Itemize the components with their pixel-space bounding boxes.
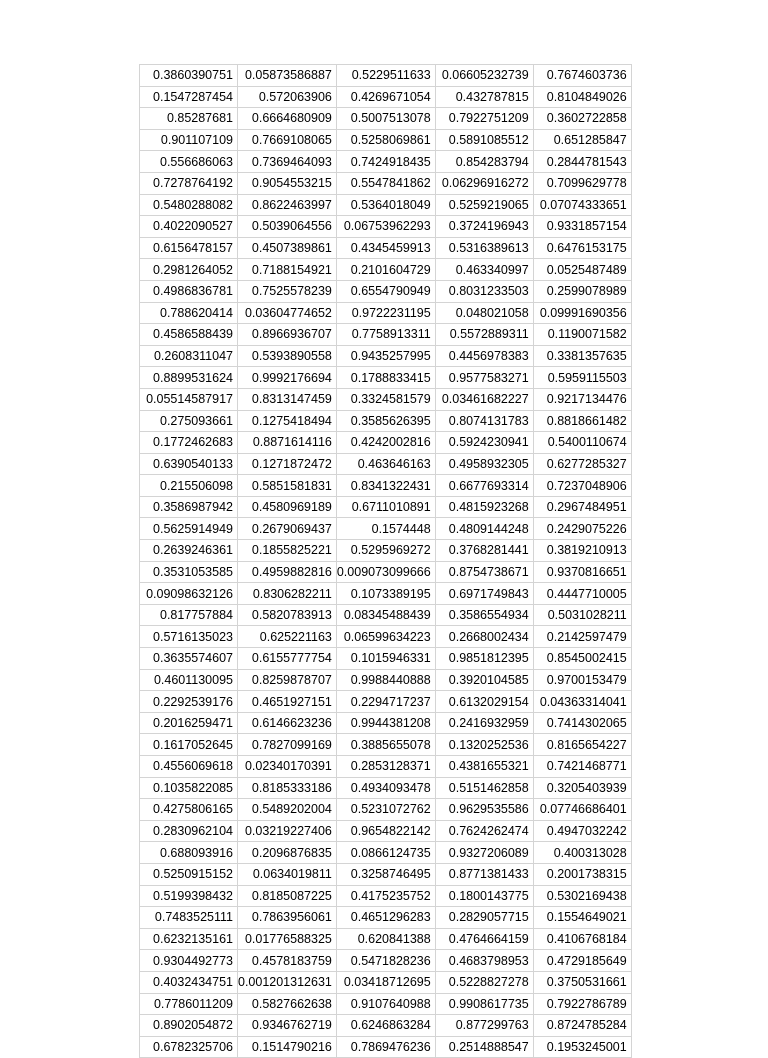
table-cell[interactable]: 0.7758913311 bbox=[336, 324, 435, 346]
table-row bbox=[140, 863, 632, 885]
table-cell[interactable]: 0.3920104585 bbox=[435, 669, 533, 691]
data-table bbox=[139, 64, 632, 1058]
table-cell[interactable]: 0.2001738315 bbox=[533, 863, 631, 885]
table-cell[interactable]: 0.9054553215 bbox=[238, 172, 337, 194]
table-row bbox=[140, 324, 632, 346]
table-row bbox=[140, 799, 632, 821]
table-cell[interactable]: 0.1574448 bbox=[336, 518, 435, 540]
table-cell[interactable]: 0.7424918435 bbox=[336, 151, 435, 173]
table-cell[interactable]: 0.3381357635 bbox=[533, 345, 631, 367]
table-cell[interactable]: 0.009073099666 bbox=[336, 561, 435, 583]
table-cell[interactable]: 0.5007513078 bbox=[336, 108, 435, 130]
table-cell[interactable]: 0.7827099169 bbox=[238, 734, 337, 756]
table-cell[interactable]: 0.572063906 bbox=[238, 86, 337, 108]
table-cell[interactable]: 0.4556069618 bbox=[140, 756, 238, 778]
table-cell[interactable]: 0.9629535586 bbox=[435, 799, 533, 821]
table-cell[interactable]: 0.275093661 bbox=[140, 410, 238, 432]
table-cell[interactable]: 0.9988440888 bbox=[336, 669, 435, 691]
table-cell[interactable]: 0.4651296283 bbox=[336, 907, 435, 929]
table-cell[interactable]: 0.09991690356 bbox=[533, 302, 631, 324]
table-cell[interactable]: 0.001201312631 bbox=[238, 971, 337, 993]
table-row bbox=[140, 928, 632, 950]
table-cell[interactable]: 0.6232135161 bbox=[140, 928, 238, 950]
table-cell[interactable]: 0.6246863284 bbox=[336, 1015, 435, 1037]
table-cell[interactable]: 0.4809144248 bbox=[435, 518, 533, 540]
table-cell[interactable]: 0.4242002816 bbox=[336, 432, 435, 454]
table-cell[interactable]: 0.4683798953 bbox=[435, 950, 533, 972]
table-cell[interactable]: 0.5302169438 bbox=[533, 885, 631, 907]
table-cell[interactable]: 0.7786011209 bbox=[140, 993, 238, 1015]
table-cell[interactable]: 0.09098632126 bbox=[140, 583, 238, 605]
table-row bbox=[140, 885, 632, 907]
table-cell[interactable]: 0.5891085512 bbox=[435, 129, 533, 151]
table-cell[interactable]: 0.9908617735 bbox=[435, 993, 533, 1015]
table-cell[interactable]: 0.7922751209 bbox=[435, 108, 533, 130]
table-cell[interactable]: 0.7237048906 bbox=[533, 475, 631, 497]
table-cell[interactable]: 0.8899531624 bbox=[140, 367, 238, 389]
table-cell[interactable]: 0.03461682227 bbox=[435, 388, 533, 410]
table-cell[interactable]: 0.4269671054 bbox=[336, 86, 435, 108]
table-cell[interactable]: 0.4986836781 bbox=[140, 280, 238, 302]
table-row bbox=[140, 561, 632, 583]
table-row bbox=[140, 345, 632, 367]
table-cell[interactable]: 0.5231072762 bbox=[336, 799, 435, 821]
table-cell[interactable]: 0.03219227406 bbox=[238, 820, 337, 842]
table-row bbox=[140, 259, 632, 281]
table-cell[interactable]: 0.5572889311 bbox=[435, 324, 533, 346]
table-cell[interactable]: 0.3258746495 bbox=[336, 863, 435, 885]
table-cell[interactable]: 0.651285847 bbox=[533, 129, 631, 151]
table-cell[interactable]: 0.7421468771 bbox=[533, 756, 631, 778]
table-cell[interactable]: 0.0866124735 bbox=[336, 842, 435, 864]
table-cell[interactable]: 0.688093916 bbox=[140, 842, 238, 864]
table-cell[interactable]: 0.8771381433 bbox=[435, 863, 533, 885]
table-cell[interactable]: 0.6677693314 bbox=[435, 475, 533, 497]
table-cell[interactable]: 0.05873586887 bbox=[238, 65, 337, 87]
table-cell[interactable]: 0.5199398432 bbox=[140, 885, 238, 907]
table-cell[interactable]: 0.8754738671 bbox=[435, 561, 533, 583]
table-cell[interactable]: 0.9327206089 bbox=[435, 842, 533, 864]
table-cell[interactable]: 0.5364018049 bbox=[336, 194, 435, 216]
table-cell[interactable]: 0.6155777754 bbox=[238, 648, 337, 670]
table-cell[interactable]: 0.4275806165 bbox=[140, 799, 238, 821]
table-cell[interactable]: 0.1855825221 bbox=[238, 540, 337, 562]
table-row bbox=[140, 108, 632, 130]
table-cell[interactable]: 0.08345488439 bbox=[336, 604, 435, 626]
table-row bbox=[140, 216, 632, 238]
table-row bbox=[140, 496, 632, 518]
table-cell[interactable]: 0.4106768184 bbox=[533, 928, 631, 950]
table-cell[interactable]: 0.8074131783 bbox=[435, 410, 533, 432]
table-cell[interactable]: 0.1190071582 bbox=[533, 324, 631, 346]
table-cell[interactable]: 0.7674603736 bbox=[533, 65, 631, 87]
table-cell[interactable]: 0.1554649021 bbox=[533, 907, 631, 929]
table-cell[interactable]: 0.3324581579 bbox=[336, 388, 435, 410]
table-cell[interactable]: 0.4651927151 bbox=[238, 691, 337, 713]
table-cell[interactable]: 0.3205403939 bbox=[533, 777, 631, 799]
table-cell[interactable]: 0.4764664159 bbox=[435, 928, 533, 950]
table-cell[interactable]: 0.1015946331 bbox=[336, 648, 435, 670]
table-row bbox=[140, 172, 632, 194]
table-cell[interactable]: 0.2599078989 bbox=[533, 280, 631, 302]
table-cell[interactable]: 0.4345459913 bbox=[336, 237, 435, 259]
table-cell[interactable]: 0.854283794 bbox=[435, 151, 533, 173]
table-row bbox=[140, 540, 632, 562]
table-cell[interactable]: 0.556686063 bbox=[140, 151, 238, 173]
table-cell[interactable]: 0.06296916272 bbox=[435, 172, 533, 194]
table-cell[interactable]: 0.6390540133 bbox=[140, 453, 238, 475]
table-cell[interactable]: 0.6476153175 bbox=[533, 237, 631, 259]
table-cell[interactable]: 0.3819210913 bbox=[533, 540, 631, 562]
table-cell[interactable]: 0.1035822085 bbox=[140, 777, 238, 799]
table-cell[interactable]: 0.5295969272 bbox=[336, 540, 435, 562]
table-cell[interactable]: 0.5924230941 bbox=[435, 432, 533, 454]
table-cell[interactable]: 0.6554790949 bbox=[336, 280, 435, 302]
table-cell[interactable]: 0.4507389861 bbox=[238, 237, 337, 259]
table-cell[interactable]: 0.6156478157 bbox=[140, 237, 238, 259]
table-cell[interactable]: 0.8104849026 bbox=[533, 86, 631, 108]
table-cell[interactable]: 0.7483525111 bbox=[140, 907, 238, 929]
table-cell[interactable]: 0.432787815 bbox=[435, 86, 533, 108]
table-cell[interactable]: 0.048021058 bbox=[435, 302, 533, 324]
table-cell[interactable]: 0.8341322431 bbox=[336, 475, 435, 497]
table-cell[interactable]: 0.9346762719 bbox=[238, 1015, 337, 1037]
table-row bbox=[140, 712, 632, 734]
table-cell[interactable]: 0.2853128371 bbox=[336, 756, 435, 778]
table-cell[interactable]: 0.8306282211 bbox=[238, 583, 337, 605]
table-row bbox=[140, 950, 632, 972]
table-cell[interactable]: 0.4381655321 bbox=[435, 756, 533, 778]
table-cell[interactable]: 0.7188154921 bbox=[238, 259, 337, 281]
table-cell[interactable]: 0.2967484951 bbox=[533, 496, 631, 518]
table-cell[interactable]: 0.3586554934 bbox=[435, 604, 533, 626]
table-row bbox=[140, 518, 632, 540]
table-cell[interactable]: 0.7414302065 bbox=[533, 712, 631, 734]
table-cell[interactable]: 0.3586987942 bbox=[140, 496, 238, 518]
table-cell[interactable]: 0.9944381208 bbox=[336, 712, 435, 734]
table-cell[interactable]: 0.8622463997 bbox=[238, 194, 337, 216]
table-cell[interactable]: 0.901107109 bbox=[140, 129, 238, 151]
table-cell[interactable]: 0.463340997 bbox=[435, 259, 533, 281]
table-row bbox=[140, 410, 632, 432]
table-cell[interactable]: 0.5259219065 bbox=[435, 194, 533, 216]
table-cell[interactable]: 0.9851812395 bbox=[435, 648, 533, 670]
table-cell[interactable]: 0.6782325706 bbox=[140, 1036, 238, 1058]
table-cell[interactable]: 0.8818661482 bbox=[533, 410, 631, 432]
table-cell[interactable]: 0.01776588325 bbox=[238, 928, 337, 950]
table-cell[interactable]: 0.1271872472 bbox=[238, 453, 337, 475]
table-cell[interactable]: 0.4032434751 bbox=[140, 971, 238, 993]
table-row bbox=[140, 756, 632, 778]
table-cell[interactable]: 0.3585626395 bbox=[336, 410, 435, 432]
table-cell[interactable]: 0.2142597479 bbox=[533, 626, 631, 648]
table-cell[interactable]: 0.9217134476 bbox=[533, 388, 631, 410]
table-cell[interactable]: 0.6664680909 bbox=[238, 108, 337, 130]
table-cell[interactable]: 0.2429075226 bbox=[533, 518, 631, 540]
table-cell[interactable]: 0.5151462858 bbox=[435, 777, 533, 799]
table-cell[interactable]: 0.7278764192 bbox=[140, 172, 238, 194]
table-cell[interactable]: 0.4580969189 bbox=[238, 496, 337, 518]
table-cell[interactable]: 0.9331857154 bbox=[533, 216, 631, 238]
table-cell[interactable]: 0.07074333651 bbox=[533, 194, 631, 216]
table-cell[interactable]: 0.1617052645 bbox=[140, 734, 238, 756]
table-cell[interactable]: 0.625221163 bbox=[238, 626, 337, 648]
table-cell[interactable]: 0.7525578239 bbox=[238, 280, 337, 302]
table-cell[interactable]: 0.6971749843 bbox=[435, 583, 533, 605]
table-cell[interactable]: 0.5959115503 bbox=[533, 367, 631, 389]
table-row bbox=[140, 993, 632, 1015]
table-cell[interactable]: 0.1073389195 bbox=[336, 583, 435, 605]
table-cell[interactable]: 0.9577583271 bbox=[435, 367, 533, 389]
table-cell[interactable]: 0.4175235752 bbox=[336, 885, 435, 907]
table-cell[interactable]: 0.817757884 bbox=[140, 604, 238, 626]
table-cell[interactable]: 0.9992176694 bbox=[238, 367, 337, 389]
table-cell[interactable]: 0.2101604729 bbox=[336, 259, 435, 281]
table-cell[interactable]: 0.4959882816 bbox=[238, 561, 337, 583]
table-cell[interactable]: 0.4947032242 bbox=[533, 820, 631, 842]
table-cell[interactable]: 0.2514888547 bbox=[435, 1036, 533, 1058]
table-cell[interactable]: 0.03418712695 bbox=[336, 971, 435, 993]
table-cell[interactable]: 0.2829057715 bbox=[435, 907, 533, 929]
table-cell[interactable]: 0.9435257995 bbox=[336, 345, 435, 367]
table-cell[interactable]: 0.4022090527 bbox=[140, 216, 238, 238]
table-row bbox=[140, 65, 632, 87]
table-row bbox=[140, 907, 632, 929]
table-cell[interactable]: 0.2981264052 bbox=[140, 259, 238, 281]
table-cell[interactable]: 0.03604774652 bbox=[238, 302, 337, 324]
table-cell[interactable]: 0.7869476236 bbox=[336, 1036, 435, 1058]
table-cell[interactable]: 0.2639246361 bbox=[140, 540, 238, 562]
table-cell[interactable]: 0.0634019811 bbox=[238, 863, 337, 885]
table-cell[interactable]: 0.8902054872 bbox=[140, 1015, 238, 1037]
table-cell[interactable]: 0.4447710005 bbox=[533, 583, 631, 605]
table-cell[interactable]: 0.0525487489 bbox=[533, 259, 631, 281]
table-cell[interactable]: 0.1772462683 bbox=[140, 432, 238, 454]
table-cell[interactable]: 0.5316389613 bbox=[435, 237, 533, 259]
table-cell[interactable]: 0.4815923268 bbox=[435, 496, 533, 518]
table-cell[interactable]: 0.4729185649 bbox=[533, 950, 631, 972]
table-cell[interactable]: 0.5250915152 bbox=[140, 863, 238, 885]
table-cell[interactable]: 0.2294717237 bbox=[336, 691, 435, 713]
table-cell[interactable]: 0.5716135023 bbox=[140, 626, 238, 648]
table-cell[interactable]: 0.5489202004 bbox=[238, 799, 337, 821]
table-cell[interactable]: 0.3635574607 bbox=[140, 648, 238, 670]
table-row bbox=[140, 367, 632, 389]
table-row bbox=[140, 302, 632, 324]
table-row bbox=[140, 604, 632, 626]
table-cell[interactable]: 0.6711010891 bbox=[336, 496, 435, 518]
table-row bbox=[140, 820, 632, 842]
table-cell[interactable]: 0.5471828236 bbox=[336, 950, 435, 972]
table-cell[interactable]: 0.9370816651 bbox=[533, 561, 631, 583]
table-cell[interactable]: 0.7369464093 bbox=[238, 151, 337, 173]
table-cell[interactable]: 0.2844781543 bbox=[533, 151, 631, 173]
table-cell[interactable]: 0.2096876835 bbox=[238, 842, 337, 864]
table-cell[interactable]: 0.5480288082 bbox=[140, 194, 238, 216]
table-row bbox=[140, 648, 632, 670]
table-row bbox=[140, 691, 632, 713]
table-cell[interactable]: 0.5258069861 bbox=[336, 129, 435, 151]
table-cell[interactable]: 0.2016259471 bbox=[140, 712, 238, 734]
table-cell[interactable]: 0.6132029154 bbox=[435, 691, 533, 713]
table-row bbox=[140, 194, 632, 216]
table-cell[interactable]: 0.4456978383 bbox=[435, 345, 533, 367]
table-cell[interactable]: 0.1788833415 bbox=[336, 367, 435, 389]
table-cell[interactable]: 0.06605232739 bbox=[435, 65, 533, 87]
table-cell[interactable]: 0.2608311047 bbox=[140, 345, 238, 367]
table-cell[interactable]: 0.3768281441 bbox=[435, 540, 533, 562]
table-row bbox=[140, 842, 632, 864]
table-cell[interactable]: 0.5851581831 bbox=[238, 475, 337, 497]
table-cell[interactable]: 0.7669108065 bbox=[238, 129, 337, 151]
table-row bbox=[140, 626, 632, 648]
table-cell[interactable]: 0.06599634223 bbox=[336, 626, 435, 648]
table-cell[interactable]: 0.1547287454 bbox=[140, 86, 238, 108]
table-row bbox=[140, 237, 632, 259]
table-row bbox=[140, 86, 632, 108]
table-cell[interactable]: 0.9654822142 bbox=[336, 820, 435, 842]
table-cell[interactable]: 0.9722231195 bbox=[336, 302, 435, 324]
table-cell[interactable]: 0.9107640988 bbox=[336, 993, 435, 1015]
table-cell[interactable]: 0.8966936707 bbox=[238, 324, 337, 346]
table-cell[interactable]: 0.1275418494 bbox=[238, 410, 337, 432]
table-cell[interactable]: 0.7863956061 bbox=[238, 907, 337, 929]
table-cell[interactable]: 0.2416932959 bbox=[435, 712, 533, 734]
table-cell[interactable]: 0.5031028211 bbox=[533, 604, 631, 626]
table-cell[interactable]: 0.3531053585 bbox=[140, 561, 238, 583]
table-row bbox=[140, 151, 632, 173]
table-cell[interactable]: 0.8313147459 bbox=[238, 388, 337, 410]
table-cell[interactable]: 0.877299763 bbox=[435, 1015, 533, 1037]
table-cell[interactable]: 0.4601130095 bbox=[140, 669, 238, 691]
table-cell[interactable]: 0.8185087225 bbox=[238, 885, 337, 907]
table-cell[interactable]: 0.3602722858 bbox=[533, 108, 631, 130]
table-cell[interactable]: 0.215506098 bbox=[140, 475, 238, 497]
table-cell[interactable]: 0.788620414 bbox=[140, 302, 238, 324]
table-cell[interactable]: 0.9304492773 bbox=[140, 950, 238, 972]
table-cell[interactable]: 0.7624262474 bbox=[435, 820, 533, 842]
table-row bbox=[140, 777, 632, 799]
table-cell[interactable]: 0.7099629778 bbox=[533, 172, 631, 194]
table-cell[interactable]: 0.6146623236 bbox=[238, 712, 337, 734]
table-cell[interactable]: 0.5400110674 bbox=[533, 432, 631, 454]
table-row bbox=[140, 971, 632, 993]
table-row bbox=[140, 453, 632, 475]
table-row bbox=[140, 129, 632, 151]
table-cell[interactable]: 0.3885655078 bbox=[336, 734, 435, 756]
table-row bbox=[140, 1036, 632, 1058]
table-cell[interactable]: 0.8031233503 bbox=[435, 280, 533, 302]
table-cell[interactable]: 0.06753962293 bbox=[336, 216, 435, 238]
table-cell[interactable]: 0.4578183759 bbox=[238, 950, 337, 972]
table-row bbox=[140, 388, 632, 410]
table-cell[interactable]: 0.5393890558 bbox=[238, 345, 337, 367]
table-row bbox=[140, 280, 632, 302]
table-cell[interactable]: 0.5229511633 bbox=[336, 65, 435, 87]
table-row bbox=[140, 734, 632, 756]
table-cell[interactable]: 0.85287681 bbox=[140, 108, 238, 130]
table-cell[interactable]: 0.8724785284 bbox=[533, 1015, 631, 1037]
table-cell[interactable]: 0.5228827278 bbox=[435, 971, 533, 993]
table-cell[interactable]: 0.2679069437 bbox=[238, 518, 337, 540]
table-row bbox=[140, 669, 632, 691]
table-row bbox=[140, 583, 632, 605]
table-cell[interactable]: 0.463646163 bbox=[336, 453, 435, 475]
table-cell[interactable]: 0.05514587917 bbox=[140, 388, 238, 410]
table-cell[interactable]: 0.4586588439 bbox=[140, 324, 238, 346]
table-cell[interactable]: 0.4958932305 bbox=[435, 453, 533, 475]
table-cell[interactable]: 0.8165654227 bbox=[533, 734, 631, 756]
table-cell[interactable]: 0.1953245001 bbox=[533, 1036, 631, 1058]
table-cell[interactable]: 0.2292539176 bbox=[140, 691, 238, 713]
table-cell[interactable]: 0.2830962104 bbox=[140, 820, 238, 842]
table-cell[interactable]: 0.3860390751 bbox=[140, 65, 238, 87]
table-cell[interactable]: 0.7922786789 bbox=[533, 993, 631, 1015]
table-cell[interactable]: 0.07746686401 bbox=[533, 799, 631, 821]
table-cell[interactable]: 0.02340170391 bbox=[238, 756, 337, 778]
table-cell[interactable]: 0.8259878707 bbox=[238, 669, 337, 691]
table-cell[interactable]: 0.400313028 bbox=[533, 842, 631, 864]
table-cell[interactable]: 0.5547841862 bbox=[336, 172, 435, 194]
table-cell[interactable]: 0.3724196943 bbox=[435, 216, 533, 238]
table-row bbox=[140, 432, 632, 454]
table-cell[interactable]: 0.4934093478 bbox=[336, 777, 435, 799]
table-cell[interactable]: 0.620841388 bbox=[336, 928, 435, 950]
table-cell[interactable]: 0.9700153479 bbox=[533, 669, 631, 691]
table-cell[interactable]: 0.5820783913 bbox=[238, 604, 337, 626]
table-body bbox=[140, 65, 632, 1058]
table-cell[interactable]: 0.1514790216 bbox=[238, 1036, 337, 1058]
table-cell[interactable]: 0.8545002415 bbox=[533, 648, 631, 670]
table-cell[interactable]: 0.8185333186 bbox=[238, 777, 337, 799]
table-cell[interactable]: 0.5827662638 bbox=[238, 993, 337, 1015]
table-cell[interactable]: 0.2668002434 bbox=[435, 626, 533, 648]
table-cell[interactable]: 0.3750531661 bbox=[533, 971, 631, 993]
table-cell[interactable]: 0.04363314041 bbox=[533, 691, 631, 713]
table-row bbox=[140, 1015, 632, 1037]
table-cell[interactable]: 0.5625914949 bbox=[140, 518, 238, 540]
table-row bbox=[140, 475, 632, 497]
table-cell[interactable]: 0.6277285327 bbox=[533, 453, 631, 475]
table-cell[interactable]: 0.5039064556 bbox=[238, 216, 337, 238]
table-cell[interactable]: 0.1320252536 bbox=[435, 734, 533, 756]
table-cell[interactable]: 0.1800143775 bbox=[435, 885, 533, 907]
table-cell[interactable]: 0.8871614116 bbox=[238, 432, 337, 454]
